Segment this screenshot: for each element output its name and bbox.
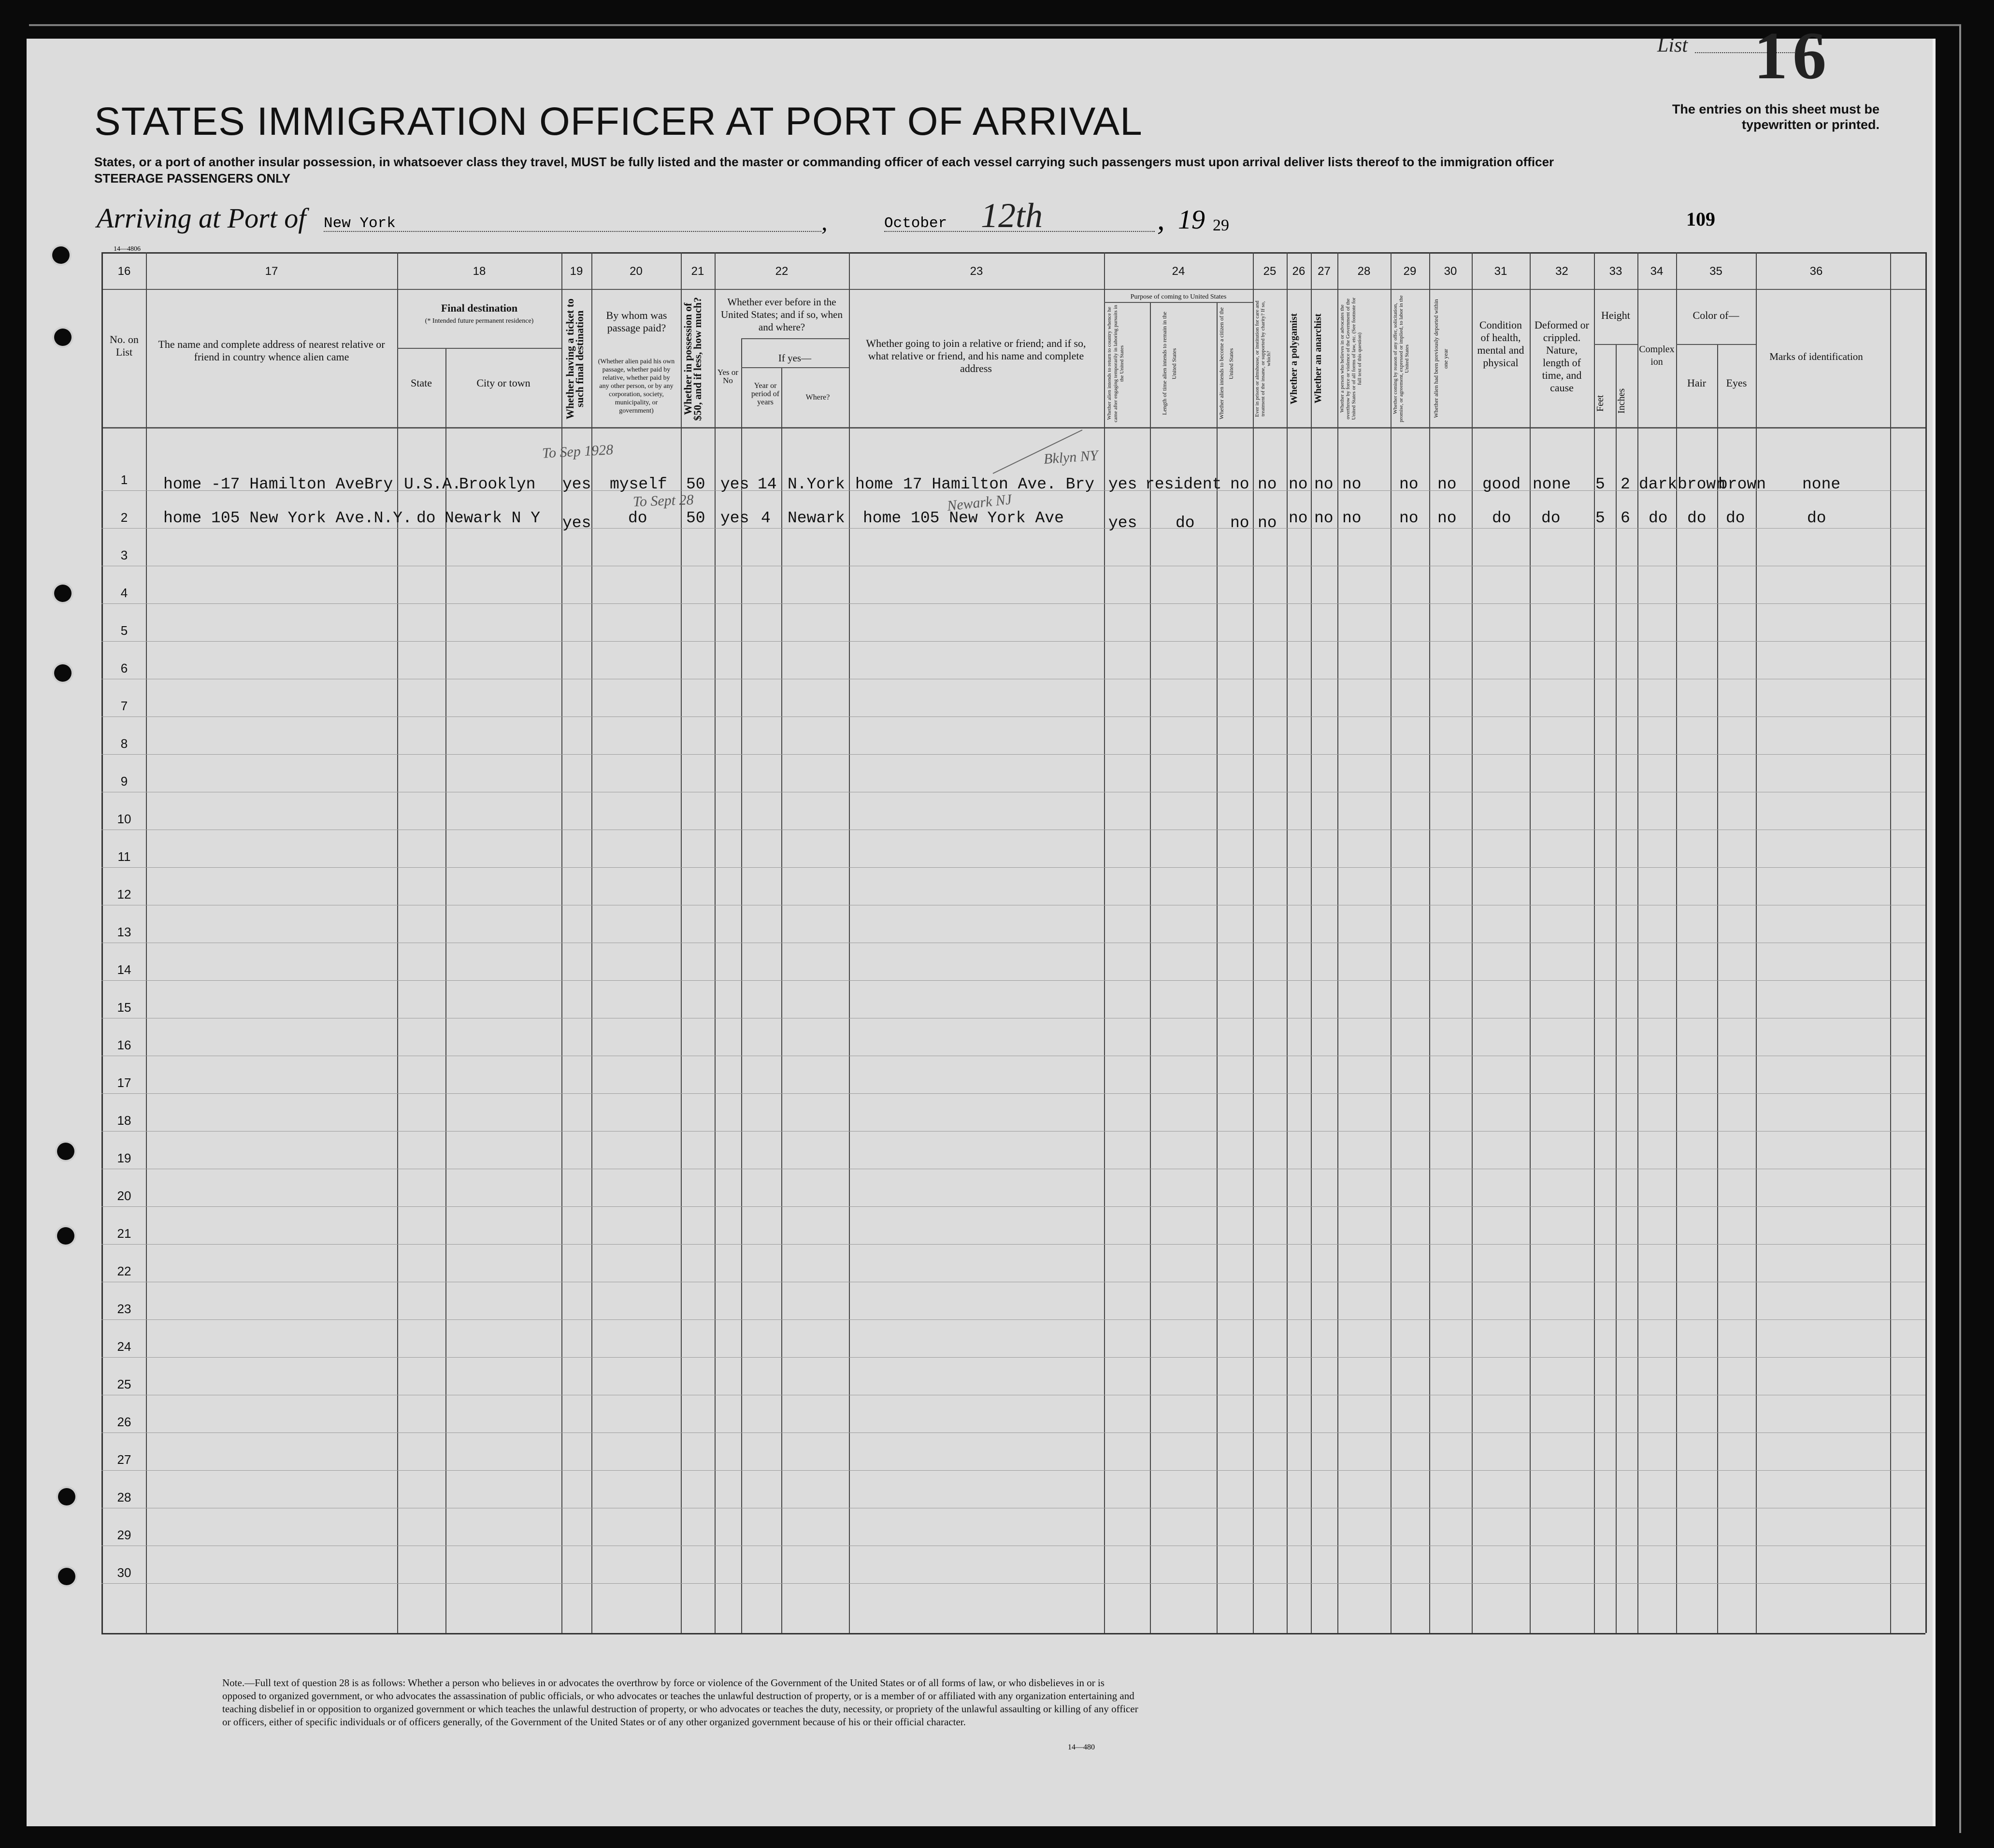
colnum-23: 23	[970, 265, 983, 278]
colnum-30: 30	[1444, 265, 1457, 278]
punch-hole	[57, 1227, 74, 1245]
subheader-rule	[1104, 302, 1253, 303]
colnum-19: 19	[570, 265, 583, 278]
row2-citizen: no	[1230, 514, 1249, 532]
row1-money: 50	[686, 475, 705, 493]
row1-prison: no	[1258, 475, 1277, 493]
row-number: 6	[120, 661, 128, 675]
row1-years: 14	[758, 475, 777, 493]
punch-hole	[57, 1143, 74, 1160]
hdr-color-of: Color of—	[1693, 309, 1739, 321]
row2-before: yes	[720, 509, 749, 527]
row1-city: Brooklyn	[459, 475, 536, 493]
comma: ,	[821, 208, 828, 235]
list-number: 16	[1754, 18, 1831, 93]
hdr-final-destination-note: (* Intended future permanent residence)	[425, 317, 534, 325]
colnum-32: 32	[1555, 265, 1568, 278]
annotation-row2-paid: To Sept 28	[632, 491, 694, 510]
row-number: 21	[117, 1226, 131, 1241]
hdr-feet: Feet	[1595, 395, 1606, 412]
row-number: 7	[120, 699, 128, 713]
row1-deformed: none	[1533, 475, 1571, 493]
row2-joining: home 105 New York Ave	[863, 509, 1064, 527]
hdr-prison: Ever in prison or almshouse, or institution for care and treatment of the insane, or supported by charity? If so, which?	[1254, 301, 1272, 417]
subheader-rule	[1676, 344, 1756, 345]
hdr-height: Height	[1601, 309, 1630, 321]
colnum-29: 29	[1403, 265, 1417, 278]
punch-hole	[54, 329, 72, 346]
footnote-q28: Note.—Full text of question 28 is as follows: Whether a person who believes in or advocates the overthrow by force or violence of the Government of the United States or of all forms of law, or who disbelieves in or is opposed to organized government, or who advocates the assassination of public officials, or who advocates or teaches the unlawful destruction of property, or is a member of or affiliated with any organization entertaining and teaching disbelief in or opposition to organized government or which teaches the unlawful destruction of property, or who advocates or teaches the duty, necessity, or propriety of the unlawful assaulting or killing of any officer or officers, either of specific individuals or of officers generally, of the Government of the United States or of any other organized government because of his or their official character.	[222, 1677, 1138, 1728]
row-rule	[101, 980, 1925, 981]
row-number: 10	[117, 812, 131, 826]
colnum-31: 31	[1494, 265, 1507, 278]
row-number: 18	[117, 1113, 131, 1128]
row-number: 1	[120, 473, 128, 487]
row2-feet: 5	[1595, 509, 1605, 527]
colnum-21: 21	[691, 265, 704, 278]
row2-years: 4	[761, 509, 771, 527]
colnum-33: 33	[1609, 265, 1622, 278]
day-value-handwritten: 12th	[981, 196, 1043, 235]
hdr-passage-paid-note: (Whether alien paid his own passage, whether paid by relative, whether paid by any other person, or by any corporation, society, municipality, or government)	[598, 358, 675, 415]
row2-health: do	[1492, 509, 1511, 527]
row1-hair: brown	[1678, 475, 1726, 493]
row-rule	[101, 1131, 1925, 1132]
subheader-rule	[741, 338, 849, 339]
subcolumn-divider	[1150, 302, 1151, 1633]
row2-deformed: do	[1541, 509, 1561, 527]
colnum-25: 25	[1263, 265, 1277, 278]
row1-before: yes	[720, 475, 749, 493]
list-number-block	[1657, 18, 1831, 93]
typewritten-note: The entries on this sheet must be typewritten or printed.	[1672, 102, 1879, 132]
hdr-state: State	[411, 377, 432, 389]
row1-length: resident	[1145, 475, 1222, 493]
hdr-ticket: Whether having a ticket to such final destination	[564, 298, 586, 419]
table-top-rule	[101, 252, 1925, 254]
row2-deported: no	[1437, 509, 1457, 527]
row1-where: N.York	[788, 475, 845, 493]
row-rule	[101, 754, 1925, 755]
row-number: 2	[120, 510, 128, 525]
row-number: 16	[117, 1038, 131, 1052]
port-value: New York	[324, 215, 396, 232]
form-code: 14—4806	[114, 245, 141, 253]
row2-length: do	[1176, 514, 1195, 532]
row1-q28: no	[1342, 475, 1362, 493]
row1-offer: no	[1399, 475, 1419, 493]
hdr-year-period: Year or period of years	[751, 382, 780, 406]
row2-marks: do	[1807, 509, 1826, 527]
punch-hole	[58, 1488, 75, 1505]
hdr-deported: Whether alien had been previously deported within one year	[1433, 299, 1449, 418]
hdr-polygamist: Whether a polygamist	[1289, 313, 1299, 404]
row-rule	[101, 603, 1925, 604]
row2-offer: no	[1399, 509, 1419, 527]
comma: ,	[1157, 203, 1165, 236]
row1-relative: home -17 Hamilton AveBry	[163, 475, 393, 493]
colnum-28: 28	[1357, 265, 1371, 278]
port-underline	[324, 231, 821, 232]
year-suffix: 29	[1213, 216, 1229, 234]
colnum-24: 24	[1172, 265, 1185, 278]
date-underline	[884, 231, 1155, 232]
hdr-complexion: Complexion	[1639, 344, 1675, 367]
row-number: 22	[117, 1264, 131, 1278]
row-rule	[101, 716, 1925, 717]
row-number: 13	[117, 925, 131, 939]
row1-purpose: yes	[1108, 475, 1137, 493]
row-number: 15	[117, 1000, 131, 1015]
month-value: October	[884, 215, 947, 232]
row-rule	[101, 1470, 1925, 1471]
colnum-26: 26	[1292, 265, 1305, 278]
hdr-city: City or town	[476, 377, 531, 389]
row2-where: Newark	[788, 509, 845, 527]
row1-inches: 2	[1621, 475, 1630, 493]
hdr-purpose-length: Length of time alien intends to remain in the United States	[1161, 312, 1177, 415]
row-rule	[101, 1319, 1925, 1320]
footnote-form-code: 14—480	[1068, 1743, 1095, 1751]
hdr-no-on-list: No. on List	[110, 333, 139, 358]
row2-prison: no	[1258, 514, 1277, 532]
handwritten-stroke	[990, 425, 1087, 478]
row-number: 8	[120, 736, 128, 751]
manifest-page	[27, 39, 1936, 1826]
hdr-joining: Whether going to join a relative or friend; and if so, what relative or friend, and his name and complete address	[866, 337, 1086, 374]
punch-hole	[52, 246, 70, 264]
row-number: 28	[117, 1490, 131, 1504]
row1-marks: none	[1802, 475, 1841, 493]
column-divider	[1925, 252, 1927, 1633]
row2-hair: do	[1687, 509, 1707, 527]
colnum-36: 36	[1809, 265, 1823, 278]
hdr-q28: Whether a person who believes in or advocates the overthrow by force or violence of the Government of the United States or of all forms of law, etc. (See footnote for full text of this question)	[1339, 297, 1363, 420]
subheader-rule	[1594, 344, 1637, 345]
row2-purpose: yes	[1108, 514, 1137, 532]
row-number: 24	[117, 1339, 131, 1354]
colnum-35: 35	[1709, 265, 1722, 278]
hdr-offer: Whether coming by reason of any offer, solicitation, promise, or agreement, expressed or implied, to labor in the United States	[1392, 295, 1410, 422]
row-rule	[101, 1206, 1925, 1207]
page-title: STATES IMMIGRATION OFFICER AT PORT OF ARRIVAL	[94, 100, 1143, 143]
row-number: 29	[117, 1528, 131, 1542]
hdr-hair: Hair	[1687, 377, 1707, 389]
row1-feet: 5	[1595, 475, 1605, 493]
colnum-20: 20	[630, 265, 643, 278]
row1-state: U.S.A.	[404, 475, 461, 493]
row-number: 12	[117, 887, 131, 902]
subtitle-line-1: States, or a port of another insular possession, in whatsoever class they travel, MUST be fully listed and the master or commanding officer of each vessel carrying such passengers must upon arrival deliver lists thereof to the immigration officer	[94, 155, 1554, 169]
row-number: 3	[120, 548, 128, 562]
row-number: 25	[117, 1377, 131, 1391]
annotation-row1-joining: Bklyn NY	[1043, 447, 1099, 467]
subheader-rule	[397, 348, 561, 349]
row1-anarchist: no	[1314, 475, 1334, 493]
colnum-34: 34	[1650, 265, 1664, 278]
hdr-nearest-relative: The name and complete address of nearest relative or friend in country whence alien came	[158, 338, 385, 363]
row2-complexion: do	[1649, 509, 1668, 527]
row-number: 9	[120, 774, 128, 788]
colnum-27: 27	[1318, 265, 1331, 278]
row-number: 4	[120, 586, 128, 600]
hdr-ever-before: Whether ever before in the United States; and if so, when and where?	[721, 296, 843, 333]
row-number: 14	[117, 962, 131, 977]
row1-complexion: dark	[1639, 475, 1678, 493]
punch-hole	[54, 585, 72, 602]
row-rule	[101, 1093, 1925, 1094]
row-number: 30	[117, 1565, 131, 1580]
row2-city: Newark N Y	[445, 509, 541, 527]
year-prefix: 19	[1178, 205, 1205, 235]
row-number: 20	[117, 1189, 131, 1203]
row-number: 23	[117, 1302, 131, 1316]
hdr-eyes: Eyes	[1726, 377, 1747, 389]
colnum-17: 17	[265, 265, 278, 278]
row-rule	[101, 1583, 1925, 1584]
row-rule	[101, 1244, 1925, 1245]
subcolumn-divider	[1717, 344, 1718, 1633]
table-bottom-rule	[101, 1633, 1925, 1634]
row1-eyes: brown	[1718, 475, 1766, 493]
hdr-health: Condition of health, mental and physical	[1477, 319, 1524, 369]
hdr-money: Whether in possession of $50, and if less, how much?	[682, 297, 703, 421]
arriving-label: Arriving at Port of	[97, 202, 306, 234]
row-number: 27	[117, 1452, 131, 1467]
colnum-rule	[101, 289, 1925, 290]
annotation-row2-joining: Newark NJ	[946, 491, 1013, 514]
hdr-yes-no: Yes or No	[717, 368, 739, 385]
row2-paid-by: do	[628, 509, 647, 527]
subcolumn-divider	[781, 367, 782, 1633]
row-rule	[101, 1357, 1925, 1358]
row1-joining: home 17 Hamilton Ave. Bry	[855, 475, 1095, 493]
subcolumn-divider	[445, 348, 446, 1633]
hdr-purpose-return: Whether alien intends to return to country whence he came after engaging temporarily in laboring pursuits in the United States	[1106, 305, 1125, 422]
hdr-deformed: Deformed or crippled. Nature, length of time, and cause	[1534, 319, 1589, 394]
subtitle-line-2: STEERAGE PASSENGERS ONLY	[94, 171, 290, 186]
row1-deported: no	[1437, 475, 1457, 493]
row-rule	[101, 867, 1925, 868]
punch-hole	[58, 1568, 75, 1585]
row-number: 19	[117, 1151, 131, 1165]
hdr-passage-paid: By whom was passage paid?	[606, 309, 667, 334]
hdr-inches: Inches	[1616, 388, 1627, 414]
colnum-18: 18	[473, 265, 486, 278]
row2-polygamist: no	[1289, 509, 1308, 527]
subheader-rule	[741, 367, 849, 368]
annotation-row1-paid: To Sep 1928	[542, 442, 614, 461]
hdr-purpose: Purpose of coming to United States	[1130, 293, 1227, 301]
row1-health: good	[1482, 475, 1521, 493]
row2-eyes: do	[1726, 509, 1745, 527]
row-number: 17	[117, 1075, 131, 1090]
row2-anarchist: no	[1314, 509, 1334, 527]
row-rule	[101, 528, 1925, 529]
row1-polygamist: no	[1289, 475, 1308, 493]
row-rule	[101, 641, 1925, 642]
hdr-marks: Marks of identification	[1769, 351, 1863, 362]
row1-citizen: no	[1230, 475, 1249, 493]
row1-paid-by: myself	[610, 475, 667, 493]
page-subtitle	[94, 154, 1640, 186]
row2-relative: home 105 New York Ave.N.Y.	[163, 509, 412, 527]
colnum-22: 22	[775, 265, 789, 278]
page-number: 109	[1686, 208, 1715, 230]
colnum-16: 16	[117, 265, 131, 278]
hdr-anarchist: Whether an anarchist	[1313, 314, 1323, 404]
punch-hole	[54, 664, 72, 682]
hdr-purpose-citizen: Whether alien intends to become a citizen of the United States	[1218, 307, 1234, 420]
row2-q28: no	[1342, 509, 1362, 527]
row-number: 26	[117, 1415, 131, 1429]
row1-ticket: yes	[562, 475, 591, 493]
row2-ticket: yes	[562, 514, 591, 532]
hdr-if-yes: If yes—	[778, 352, 812, 364]
row2-money: 50	[686, 509, 705, 527]
subcolumn-divider	[1217, 302, 1218, 1633]
row2-inches: 6	[1621, 509, 1630, 527]
subcolumn-divider	[741, 338, 742, 1633]
hdr-where: Where?	[805, 393, 830, 401]
row-number: 11	[117, 849, 131, 864]
row2-state: do	[416, 509, 436, 527]
hdr-final-destination: Final destination	[441, 302, 518, 314]
subcolumn-divider	[1616, 344, 1617, 1633]
row-number: 5	[120, 623, 128, 638]
list-label: List	[1657, 34, 1688, 57]
